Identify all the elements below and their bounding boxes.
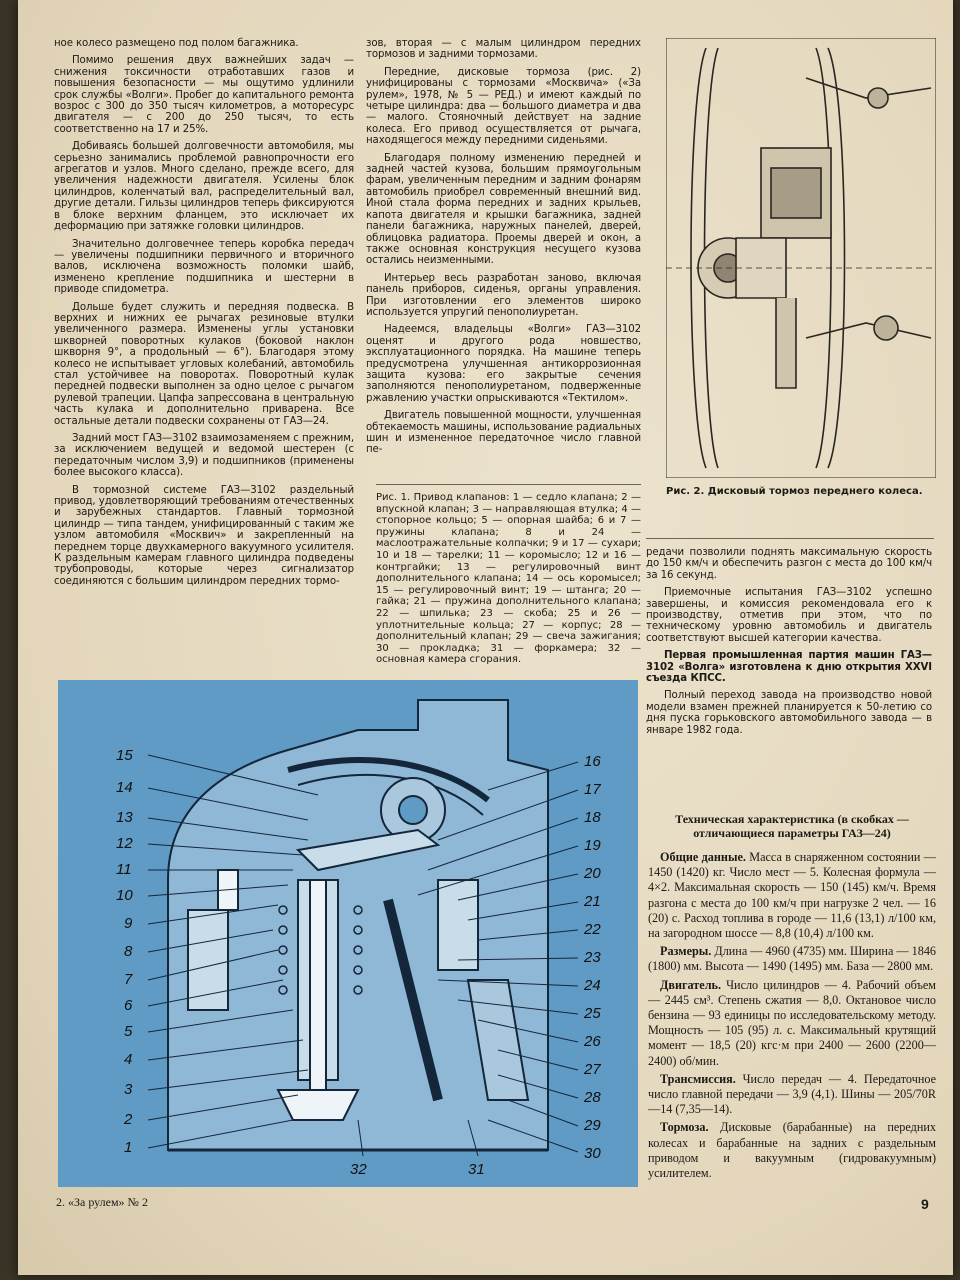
magazine-page [18,0,953,1275]
divider [646,538,934,539]
paragraph: Значительно долговечнее теперь коробка передач — увеличены подшипники первичного и вторичного валов, исключена возможность поломки шайб, изменено крепление подшипника и шестерни в приводе спидометра. [54,238,354,296]
paragraph: Приемочные испытания ГАЗ—3102 успешно завершены, и комиссия рекомендовала его к производству, отметив при этом, что по техническому уровню автомобиль и двигатель соответствуют высшей категории качества. [646,587,932,644]
callout-label: 16 [584,753,601,770]
callout-label: 18 [584,809,601,826]
callout-label: 3 [124,1081,133,1098]
paragraph: В тормозной системе ГАЗ—3102 раздельный привод, удовлетворяющий требованиям отечественных и зарубежных стандартов. Главный тормозной цилиндр — типа тандем, унифицированный с таким же узлом автомобиля «Москвич» и закрепленный на переднем торце двухкамерного вакуумного усилителя. К раздельным камерам главного цилиндра подведены трубопроводы, которые через сигнализатор соединяются с большим цилиндром передних тормо- [54,484,354,587]
paragraph: ное колесо размещено под полом багажника. [54,38,299,49]
paragraph: Первая промышленная партия машин ГАЗ—3102 «Волга» изготовлена к дню открытия XXVI съезда КПСС. [646,650,932,685]
callout-label: 5 [124,1023,133,1040]
callout-label: 10 [116,887,133,904]
divider [376,484,641,485]
spec-heading: Общие данные. [660,850,746,864]
callout-label: 31 [468,1161,485,1178]
callout-label: 26 [584,1033,601,1050]
callout-label: 11 [116,861,132,878]
callout-label: 24 [584,977,601,994]
callout-label: 22 [584,921,601,938]
callout-label: 25 [584,1005,601,1022]
spec-heading: Двигатель. [660,977,722,992]
callout-label: 8 [124,943,133,960]
callout-label: 28 [584,1089,601,1106]
callout-label: 32 [350,1161,367,1178]
spec-text: Число цилиндров — 4. Рабочий объем — 2445 см³. Степень сжатия — 8,0. Октановое число бензина — 93 единицы по исследовательскому методу. Мощность — 105 (95) л. с. Максимальный крутящий момент — 18,5 (20) кгс·м при 2400 — 2600 (2200—2400) об/мин. [648,977,936,1068]
callout-label: 29 [584,1117,601,1134]
paragraph: Задний мост ГАЗ—3102 взаимозаменяем с прежним, за исключением ведущей и ведомой шестерен (с передаточным числом 3,9) и подшипников (применены более высокого класса). [54,433,354,479]
callout-label: 1 [124,1139,133,1156]
figure-2-caption: Рис. 2. Дисковый тормоз переднего колеса. [666,486,923,497]
page-number: 9 [921,1196,929,1212]
callout-label: 2 [124,1111,133,1128]
figure-2-brake-drawing [666,38,936,478]
figure-1-valve-drawing [58,680,638,1187]
paragraph: Передние, дисковые тормоза (рис. 2) унифицированы с тормозами «Москвича» («За рулем», 1978, № 5 — РЕД.) и имеют каждый по четыре цилиндра: два — большого диаметра и два — малого. Стояночный действует на задние колеса. Его привод осуществляется от рычага, находящегося между передними сиденьями. [366,66,641,147]
spec-text: Длина — 4960 (4735) мм. Ширина — 1846 (1800) мм. Высота — 1490 (1495) мм. База — 2800 мм. [648,944,937,974]
paragraph: редачи позволили поднять максимальную скорость до 150 км/ч и обеспечить разгон с места до 100 км/ч за 16 секунд. [646,547,932,581]
callout-label: 14 [116,779,133,796]
callout-label: 20 [584,865,601,882]
paragraph: Помимо решения двух важнейших задач — снижения токсичности отработавших газов и повышения безопасности — мы ощутимо удлинили срок службы «Волги». Пробег до капитального ремонта возрос с 300 до 350 тысяч километров, а моторесурс двигателя — с 200 до 250 тысяч, то есть соответственно на 17 и 25%. [54,55,354,135]
spec-heading: Тормоза. [660,1120,709,1135]
paragraph: зов, вторая — с малым цилиндром передних тормозов и задними тормозами. [366,38,641,61]
paragraph: Добиваясь большей долговечности автомобиля, мы серьезно занимались проблемой равнопрочности его агрегатов и узлов. Много сделано, прежде всего, для увеличения надежности двигателя. Усилены блок цилиндров, коленчатый вал, распределительный вал, другие детали. Гильзы цилиндров теперь фиксируются в блоке верхним фланцем, это исключает их деформацию при затяжке головки цилиндров. [54,141,354,233]
paragraph: Благодаря полному изменению передней и задней частей кузова, большим прямоугольным фарам, увеличенным передним и задним фонарям автомобиль приобрел современный внешний вид. Иной стала форма передних и задних крыльев, капота двигателя и крышки багажника, задней панели багажника, наружных панелей, дверей, облицовка радиатора. Проемы дверей и окон, а также основная конструкция несущего кузова остались неизменными. [366,152,641,267]
spec-heading: Размеры. [660,944,712,959]
spec-text: Масса в снаряженном состоянии — 1450 (1420) кг. Число мест — 5. Колесная формула — 4×2. Максимальная скорость — 150 (145) км/ч. Время разгона с места до 100 км/ч при нагрузке 2 чел. — 16 (20) с. Расход топлива в городе — 11,6 (13,1) л/100 км, на загородном шоссе — 8,8 (10,4) л/100 км. [648,850,936,941]
callout-label: 15 [116,747,133,764]
callout-label: 9 [124,915,133,932]
callout-label: 19 [584,837,601,854]
callout-label: 27 [584,1061,601,1078]
callout-label: 6 [124,997,133,1014]
technical-specifications [648,812,936,1184]
callout-label: 7 [124,971,133,988]
text-column-1 [54,38,354,593]
spec-heading: Трансмиссия. [660,1071,736,1086]
text-column-3 [646,547,932,742]
callout-label: 13 [116,809,133,826]
figure-1-caption: Рис. 1. Привод клапанов: 1 — седло клапана; 2 — впускной клапан; 3 — направляющая втулка; 4 — стопорное кольцо; 5 — опорная шайба; 6 и 7 — пружины клапана; 8 и 24 — маслоотражательные колпачки; 9 и 17 — сухари; 10 и 18 — тарелки; 11 — коромысло; 12 и 16 — контргайки; 13 — регулировочный винт дополнительного клапана; 14 — ось коромысел; 15 — регулировочный винт; 19 — штанга; 20 — гайка; 21 — пружина дополнительного клапана; 22 — шпилька; 23 — скоба; 25 и 26 — уплотнительные кольца; 27 — корпус; 28 — дополнительный клапан; 29 — свеча зажигания; 30 — прокладка; 31 — форкамера; 32 — основная камера сгорания. [376,492,641,666]
callout-label: 12 [116,835,133,852]
figure-1-panel [58,680,638,1187]
spec-text: Число передач — 4. Передаточное число главной передачи — 3,9 (4,1). Шины — 205/70R—14 (7,35—14). [648,1071,936,1117]
paragraph: Полный переход завода на производство новой модели взамен прежней планируется к 50-летию со дня пуска горьковского автомобильного завода — в январе 1982 года. [646,690,932,736]
callout-label: 4 [124,1051,133,1068]
callout-label: 30 [584,1145,601,1162]
paragraph: Интерьер весь разработан заново, включая панель приборов, сиденья, органы управления. При изготовлении его элементов широко используется упругий пенополиуретан. [366,272,641,318]
paragraph: Надеемся, владельцы «Волги» ГАЗ—3102 оценят и другого рода новшество, эксплуатационного порядка. На машине теперь предусмотрена улучшенная антикоррозионная защита кузова: его закрытые сечения заполняются пенополиуретаном, подверженные ржавлению участки опрыскиваются «Тектилом». [366,324,641,404]
callout-label: 17 [584,781,601,798]
text-column-2 [366,38,641,462]
callout-label: 23 [584,949,601,966]
callout-label: 21 [584,893,601,910]
footer-magazine-issue: 2. «За рулем» № 2 [56,1195,149,1209]
spec-title: Техническая характеристика (в скобках — отличающиеся параметры ГАЗ—24) [675,812,909,840]
spec-text: Дисковые (барабанные) на передних колесах и барабанные на задних с раздельным приводом и вакуумным (гидровакуумным) усилителем. [648,1120,936,1181]
paragraph: Дольше будет служить и передняя подвеска. В верхних и нижних ее рычагах резиновые втулки увеличенного размера. Изменены углы установки шкворней поворотных кулаков (боковой наклон шкворня 9°, а продольный — 6°). Благодаря этому колесо не испытывает угловых колебаний, автомобиль стал устойчивее на поворотах. Поворотный кулак передней подвески выполнен за одно целое с рычагом рулевой трапеции. Цапфа запрессована в центральную часть кулака и дополнительно приварена. Все остальные детали подвески сохранены от ГАЗ—24. [54,301,354,427]
paragraph: Двигатель повышенной мощности, улучшенная обтекаемость машины, использование радиальных шин и измененное передаточное число главной пе- [366,410,641,456]
